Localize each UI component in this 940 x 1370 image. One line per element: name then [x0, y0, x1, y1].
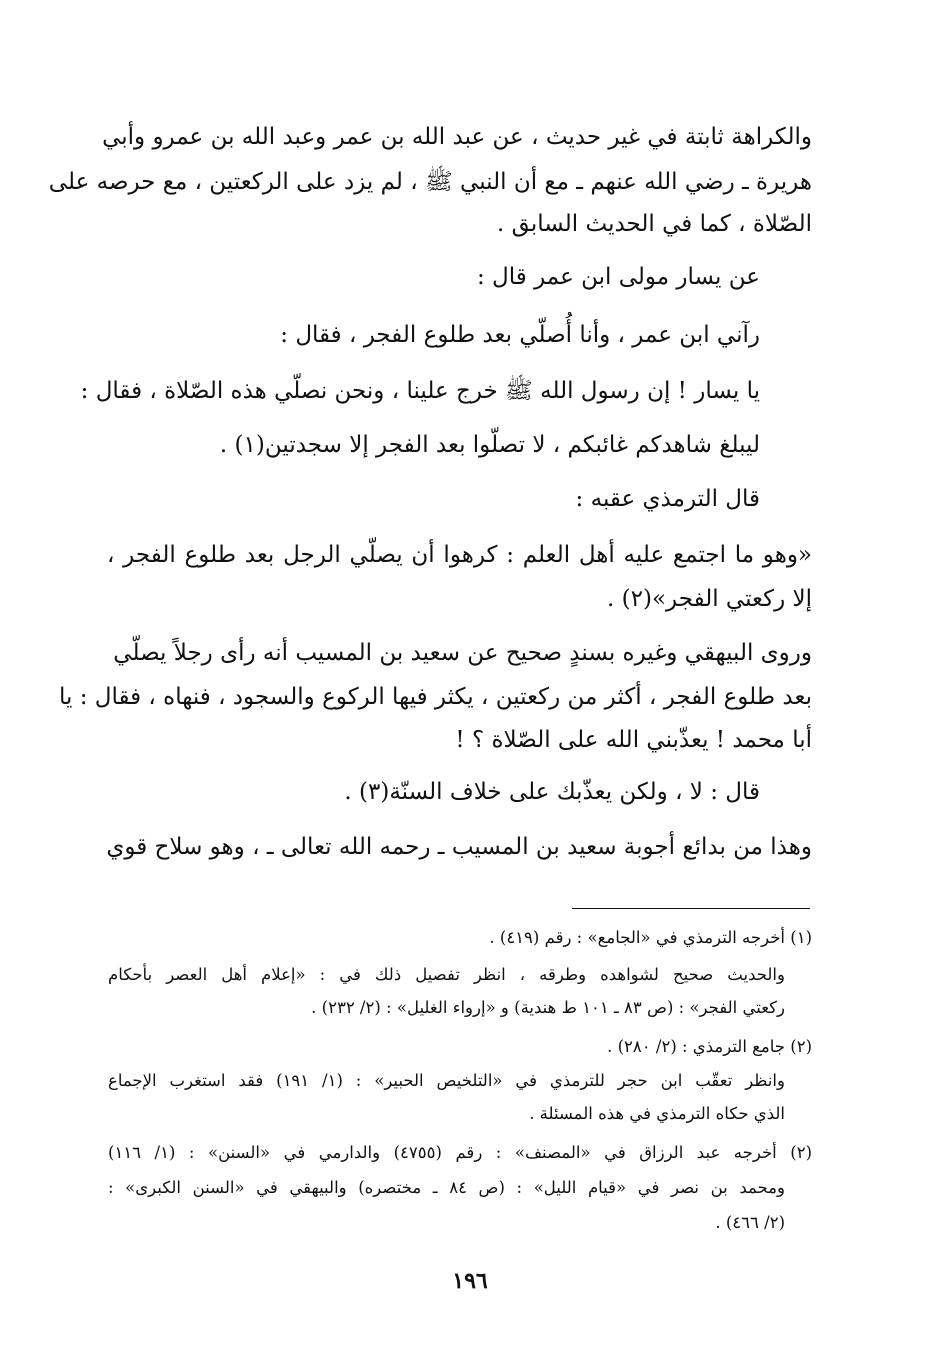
body-line-2: هريرة ـ رضي الله عنهم ـ مع أن النبي ﷺ ، لم يزد على الركعتين ، مع حرصه على	[48, 169, 812, 195]
footnote-3-line-1: (٢) أخرجه عبد الرزاق في «المصنف» : رقم (٤٧٥٥) والدارمي في «السنن» : (١/ ١١٦)	[108, 1143, 812, 1162]
body-line-9: «وهو ما اجتمع عليه أهل العلم : كرهوا أن يصلّي الرجل بعد طلوع الفجر ،	[107, 542, 812, 568]
body-line-15: وهذا من بدائع أجوبة سعيد بن المسيب ـ رحمه الله تعالى ـ ، وهو سلاح قوي	[106, 834, 812, 860]
body-line-1: والكراهة ثابتة في غير حديث ، عن عبد الله بن عمر وعبد الله بن عمرو وأبي	[102, 124, 812, 150]
footnote-3-line-3: (٢/ ٤٦٦) .	[715, 1213, 785, 1232]
footnote-separator	[572, 908, 810, 909]
footnote-3-line-2: ومحمد بن نصر في «قيام الليل» : (ص ٨٤ ـ مختصره) والبيهقي في «السنن الكبرى» :	[108, 1178, 785, 1197]
footnote-2-line-2: وانظر تعقّب ابن حجر للترمذي في «التلخيص الحبير» : (١/ ١٩١) فقد استغرب الإجماع	[108, 1071, 785, 1090]
footnote-1-line-2: والحديث صحيح لشواهده وطرقه ، انظر تفصيل ذلك في : «إعلام أهل العصر بأحكام	[108, 965, 785, 984]
page-number: ١٩٦	[452, 1268, 488, 1294]
body-line-4: عن يسار مولى ابن عمر قال :	[477, 264, 760, 290]
footnote-2-line-3: الذي حكاه الترمذي في هذه المسئلة .	[529, 1104, 785, 1123]
footnote-2-line-1: (٢) جامع الترمذي : (٢/ ٢٨٠) .	[607, 1037, 812, 1056]
body-line-10: إلا ركعتي الفجر»(٢) .	[607, 586, 812, 612]
body-line-12: بعد طلوع الفجر ، أكثر من ركعتين ، يكثر فيها الركوع والسجود ، فنهاه ، فقال : يا	[58, 684, 812, 710]
body-line-5: رآني ابن عمر ، وأنا أُصلّي بعد طلوع الفجر ، فقال :	[280, 322, 760, 348]
body-line-3: الصّلاة ، كما في الحديث السابق .	[497, 211, 812, 237]
body-line-11: وروى البيهقي وغيره بسندٍ صحيح عن سعيد بن المسيب أنه رأى رجلاً يصلّي	[113, 640, 812, 666]
footnote-1-line-3: ركعتي الفجر» : (ص ٨٣ ـ ١٠١ ط هندية) و «إرواء الغليل» : (٢/ ٢٣٢) .	[311, 998, 785, 1017]
body-line-14: قال : لا ، ولكن يعذّبك على خلاف السنّة(٣) .	[344, 779, 760, 805]
body-line-7: ليبلغ شاهدكم غائبكم ، لا تصلّوا بعد الفجر إلا سجدتين(١) .	[219, 432, 760, 458]
body-line-8: قال الترمذي عقبه :	[575, 486, 760, 512]
footnote-1-line-1: (١) أخرجه الترمذي في «الجامع» : رقم (٤١٩) .	[489, 928, 812, 947]
body-line-6: يا يسار ! إن رسول الله ﷺ خرج علينا ، ونحن نصلّي هذه الصّلاة ، فقال :	[80, 378, 760, 404]
body-line-13: أبا محمد ! يعذّبني الله على الصّلاة ؟ !	[455, 727, 812, 753]
